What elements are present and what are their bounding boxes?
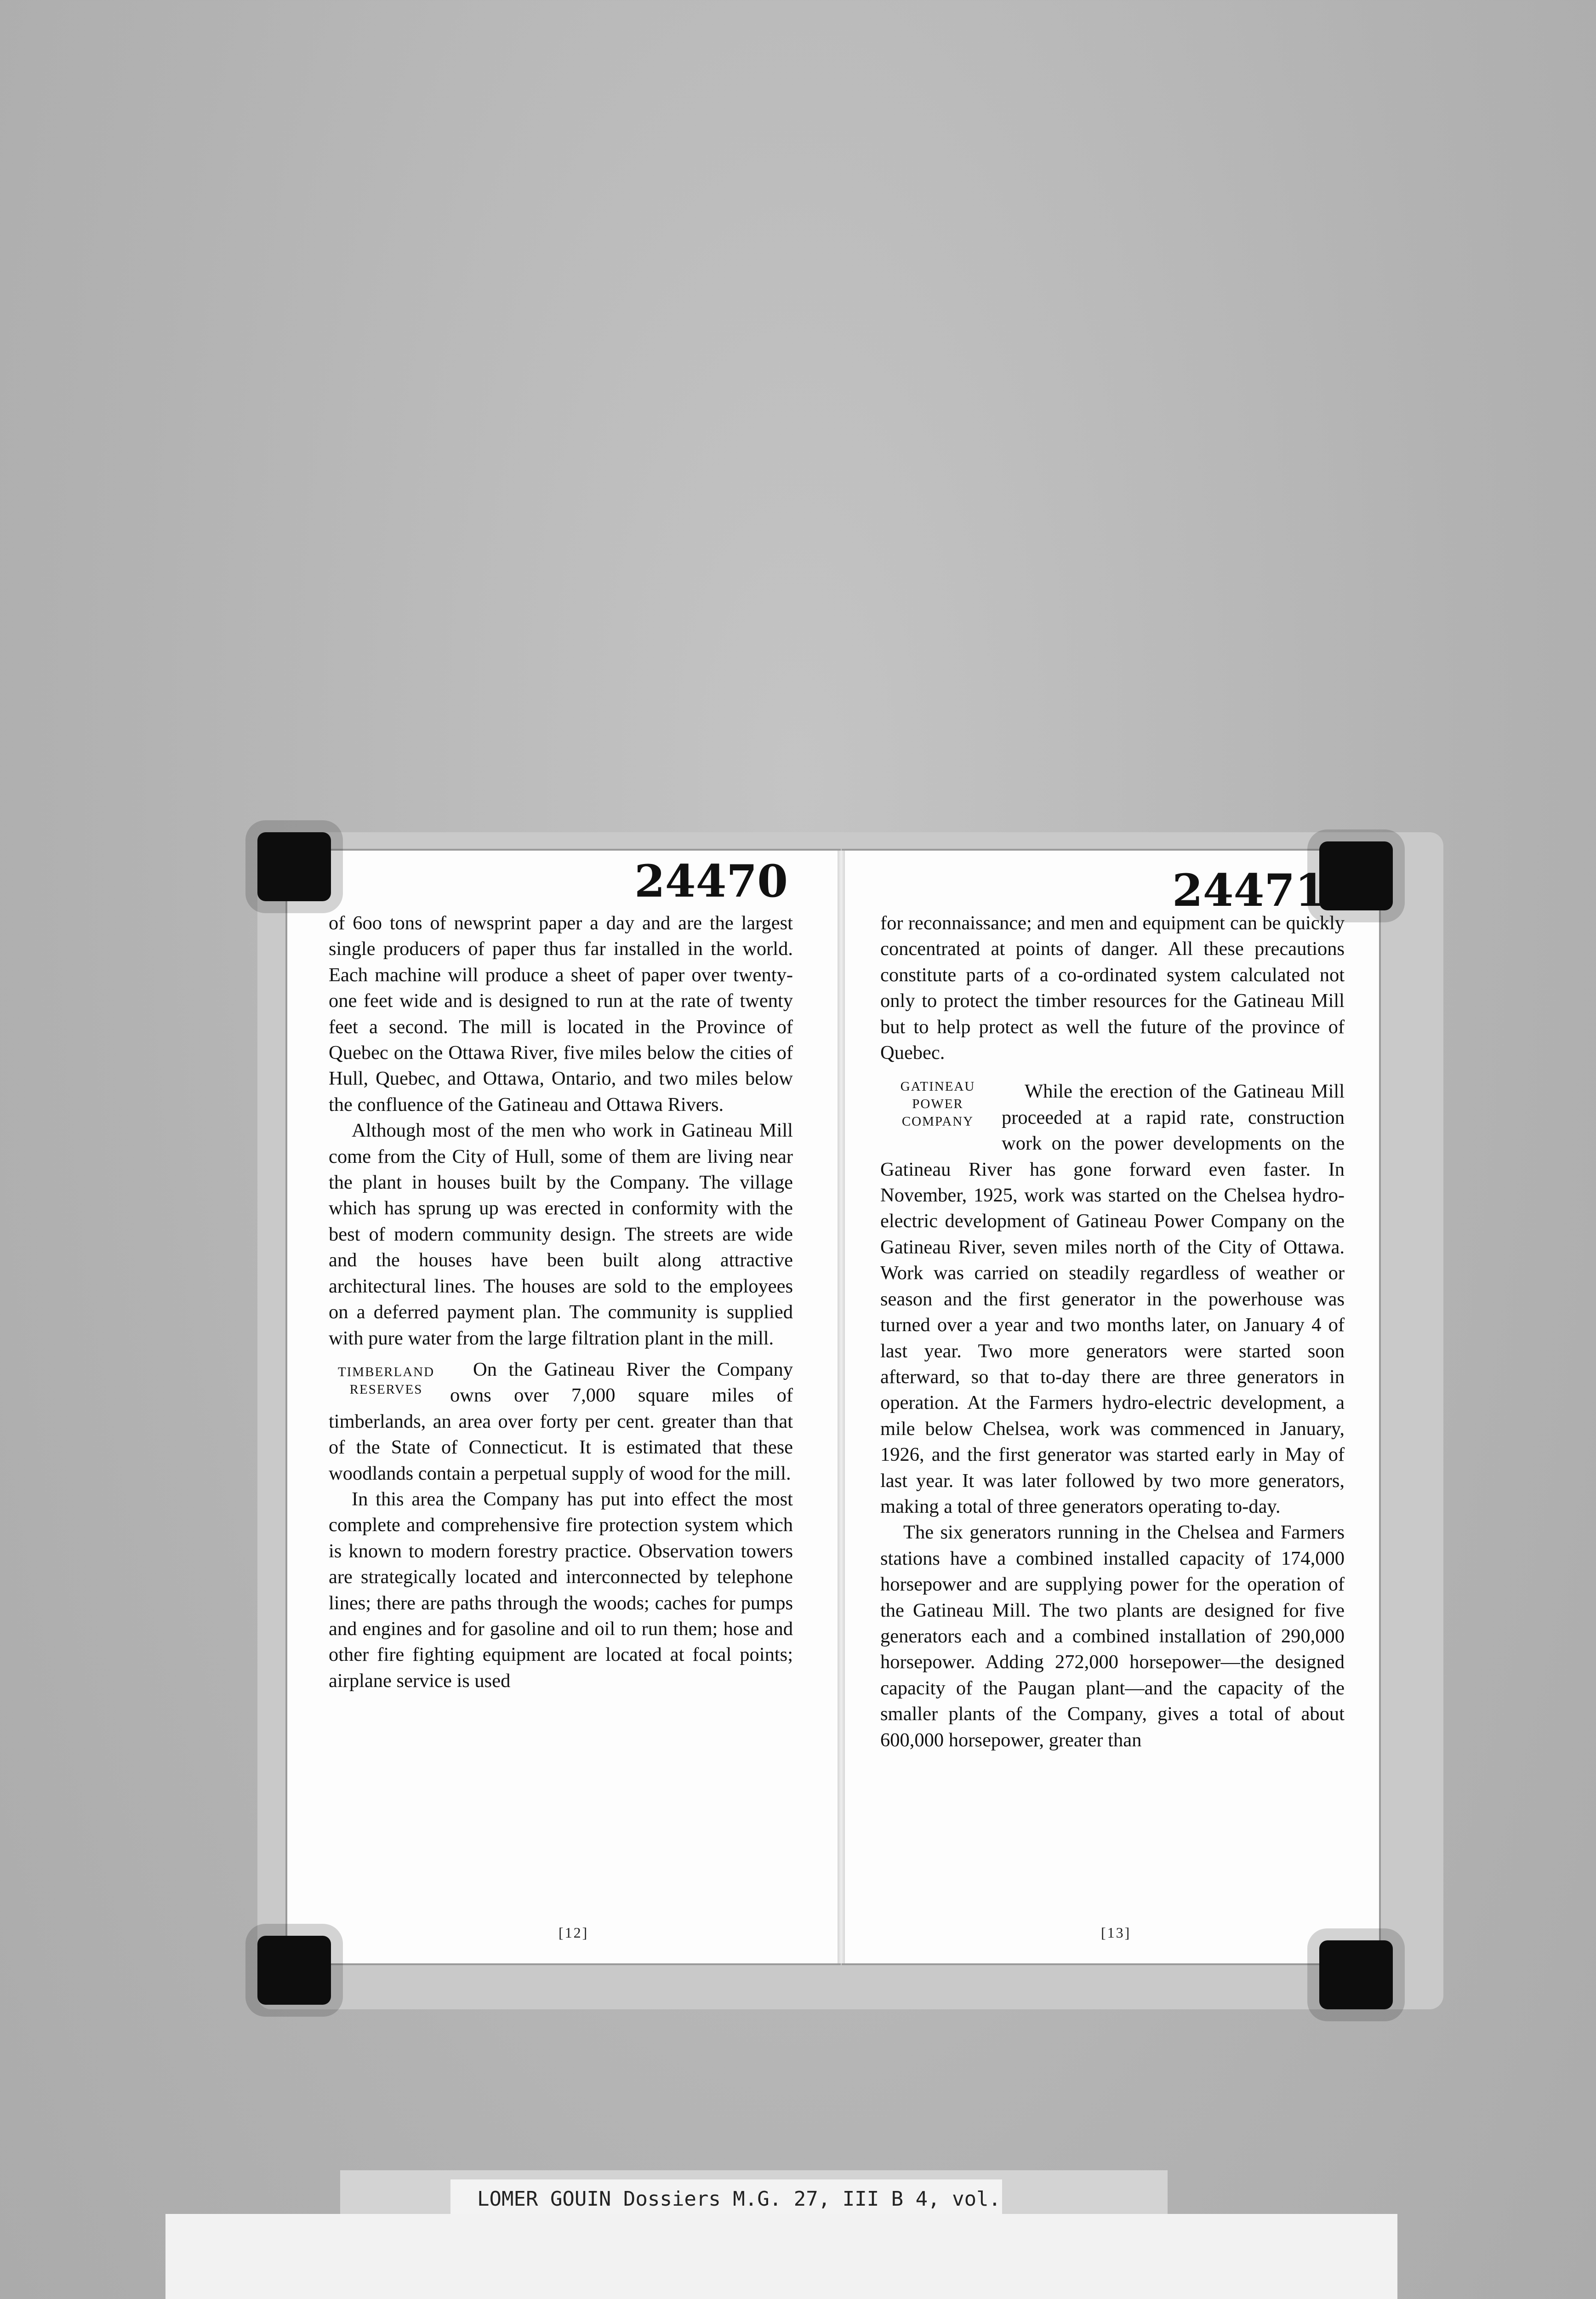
paragraph: The six generators running in the Chelsea and Farmers stations have a combined installed capacity of 174,000 horsepower and are supplying power for the operation of the Gatineau Mill. The two plants are designed for five generators each and a combined installation of 290,000 horsepower. Adding 272,000 horsepower—the designed capacity of the Paugan plant—and the capacity of the smaller plants of the Company, gives a total of about 600,000 horsepower, greater than [880, 1521, 1345, 1751]
side-heading-timberland: TIMBERLAND RESERVES [337, 1364, 435, 1397]
folio-right: [13] [1101, 1924, 1131, 1941]
side-heading-gatineau-power: GATINEAU POWER COMPANY [900, 1079, 975, 1129]
reference-label: LOMER GOUIN Dossiers M.G. 27, III B 4, vol. [450, 2179, 1002, 2219]
mounting-tab-top-left [257, 832, 331, 901]
right-page-text [880, 910, 1345, 1753]
mounting-tab-bottom-right [1319, 1940, 1393, 2009]
paragraph: While the erection of the Gatineau Mill proceeded at a rapid rate, construction work on the power developments on the Gatineau River has gone forward even faster. In November, 1925, work was started on the Chelsea hydro-electric development of Gatineau Power Company on the Gatineau River, seven miles north of the City of Ottawa. Work was carried on steadily regardless of weather or season and the first generator in the powerhouse was turned over a year and two months later, on January 4 of last year. Two more generators were started soon afterward, so that to-day there are three generators in operation. At the Farmers hydro-electric development, a mile below Chelsea, work was commenced in January, 1926, and the first generator was started early in May of last year. It was later followed by two more generators, making a total of three generators operating to-day. [880, 1081, 1345, 1517]
paragraph: for reconnaissance; and men and equipment can be quickly concentrated at points of danger. All these precautions constitute parts of a co-ordinated system calculated not only to protect the timber resources for the Gatineau Mill but to help protect as well the future of the province of Quebec. [880, 912, 1345, 1064]
mounting-tab-bottom-left [257, 1936, 331, 2005]
page-number-left: 24470 [634, 855, 788, 907]
page-number-right: 24471 [1172, 864, 1326, 916]
paragraph: Although most of the men who work in Gatineau Mill come from the City of Hull, some of them are living near the plant in houses built by the Company. The village which has sprung up was erected in conformity with the best of modern community design. The streets are wide and the houses have been built along attractive architectural lines. The houses are sold to the employees on a deferred payment plan. The community is supplied with pure water from the large filtration plant in the mill. [329, 1120, 793, 1349]
folio-left: [12] [559, 1924, 589, 1941]
archives-card [165, 2214, 1397, 2299]
left-page-text [329, 910, 793, 1694]
paragraph: of 6oo tons of newsprint paper a day and are the largest single producers of paper thus far installed in the world. Each machine will produce a sheet of paper over twenty-one feet wide and is designed to run at the rate of twenty feet a second. The mill is located in the Province of Quebec on the Ottawa River, five miles below the cities of Hull, Quebec, and Ottawa, Ontario, and two miles below the confluence of the Gatineau and Ottawa Rivers. [329, 912, 793, 1115]
book-gutter [838, 851, 845, 1963]
paragraph: In this area the Company has put into effect the most complete and comprehensive fire protection system which is known to modern forestry practice. Observation towers are strategically located and interconnected by telephone lines; there are paths through the woods; caches for pumps and engines and for gasoline and oil to run them; hose and other fire fighting equipment are located at focal points; airplane service is used [329, 1488, 793, 1692]
paragraph: On the Gatineau River the Company owns over 7,000 square miles of timberlands, an area over forty per cent. greater than that of the State of Connecticut. It is estimated that these woodlands contain a perpetual supply of wood for the mill. [329, 1358, 793, 1484]
mounting-tab-top-right [1319, 841, 1393, 910]
